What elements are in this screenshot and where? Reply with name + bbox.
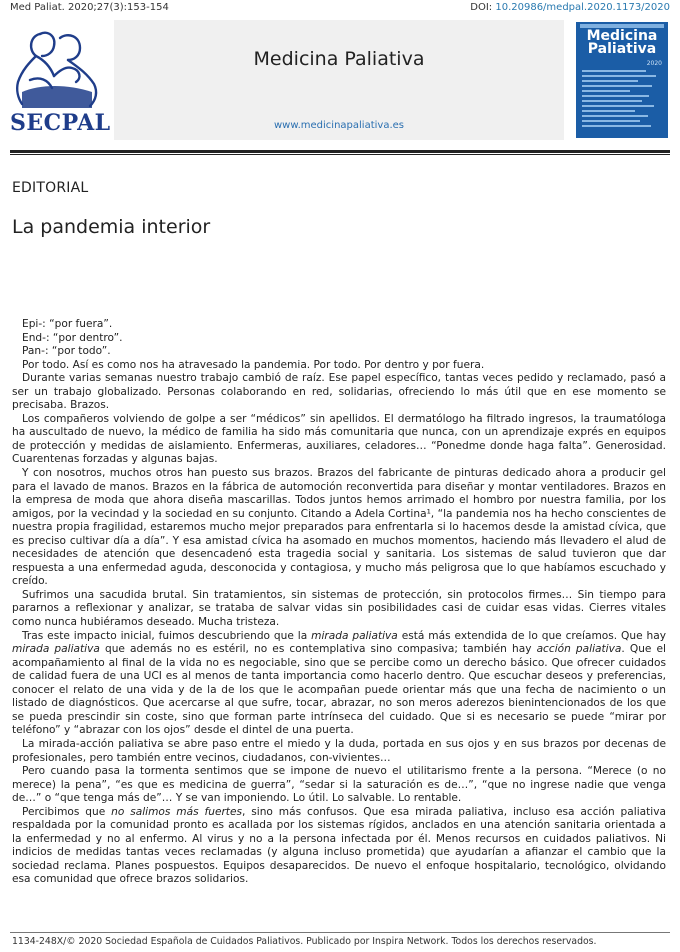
body-paragraph: Por todo. Así es como nos ha atravesado la pandemia. Por todo. Por dentro y por fuera.	[22, 358, 485, 371]
journal-header	[10, 20, 670, 140]
body-paragraph: Pan-: “por todo”.	[22, 345, 111, 358]
journal-title: Medicina Paliativa	[253, 48, 425, 70]
cover-year: 2020	[646, 60, 662, 67]
copyright-footer: 1134-248X/© 2020 Sociedad Española de Cuidados Paliativos. Publicado por Inspira Network. Todos los derechos reservados.	[12, 936, 597, 947]
italic-term: no salimos más fuertes	[111, 805, 243, 818]
header-rule-thin	[10, 154, 670, 155]
section-label: EDITORIAL	[12, 180, 89, 196]
body-paragraph: End-: “por dentro”.	[22, 331, 123, 344]
journal-citation: Med Paliat. 2020;27(3):153-154	[10, 2, 169, 13]
secpal-emblem-icon	[10, 20, 104, 112]
header-rule-thick	[10, 150, 670, 153]
footer-rule	[10, 932, 670, 933]
journal-url[interactable]: www.medicinapaliativa.es	[273, 120, 404, 131]
cover-title	[576, 30, 668, 56]
body-paragraph-mirada: Tras este impacto inicial, fuimos descubriendo que la mirada paliativa está más extendida de lo que creíamos. Que hay mirada paliativa que además no es estéril, no es contemplativa sino compasiva; también hay acción paliativa. Que el acompañamiento al final de la vida no es negociable, sino que se percibe como un derecho básico. Que ofrecer cuidados de calidad fuera de una UCI es al menos de tanta importancia como hacerlo dentro. Que escuchar deseos y preferencias, conocer el relato de una vida y de la de los que le acompañan puede orientar más que una fecha de nacimiento o un listado de diagnósticos. Que acercarse al que sufre, tocar, abrazar, no son meros aderezos bienintencionados de los que se pueda prescindir sin coste, sino que forman parte intrínseca del cuidado. Que si es necesario se puede “mirar por teléfono” y “abrazar con los ojos” desde el dintel de una puerta.	[12, 629, 667, 737]
secpal-logo-text: SECPAL	[10, 110, 111, 136]
body-paragraph: Y con nosotros, muchos otros han puesto sus brazos. Brazos del fabricante de pinturas dedicado ahora a producir gel para el lavado de manos. Brazos en la fábrica de automoción reconvertida para diseñar y montar ventiladores. Brazos en la empresa de moda que ahora diseña mascarillas. Todos juntos hemos arrimado el hombro por nuestra familia, por los amigos, por la vecindad y la sociedad en su conjunto. Citando a Adela Cortina¹, “la pandemia nos ha hecho conscientes de nuestra propia fragilidad, estaremos mucho mejor preparados para enfrentarla si lo hacemos desde la amistad cívica, que es preciso cultivar día a día”. Y esa amistad cívica ha asomado en muchos momentos, haciendo más llevadero el alud de necesidades de atención que desencadenó esta tragedia social y sanitaria. Los sistemas de salud tuvieron que dar respuesta a una enfermedad aguda, desconocida y contagiosa, y mucho más peligrosa que lo que habíamos escuchado y creído.	[12, 467, 666, 588]
body-paragraph: Pero cuando pasa la tormenta sentimos que se impone de nuevo el utilitarismo frente a la persona. “Merece (o no merece) la pena”, “es que es medicina de guerra”, “sedar si la saturación es de…”, “que no ingrese nadie que venga de…” o “que tenga más de”… Y se van imponiendo. Lo útil. Lo salvable. Lo rentable.	[12, 765, 666, 805]
body-paragraph: Sufrimos una sacudida brutal. Sin tratamientos, sin sistemas de protección, sin protocolos firmes… Sin tiempo para pararnos a reflexionar y analizar, se trataba de salvar vidas sin posibilidades casi de cuidar esas vidas. Cierres vitales como nunca hubiéramos deseado. Mucha tristeza.	[12, 588, 666, 629]
article-body	[12, 318, 666, 887]
body-paragraph-last: Percibimos que no salimos más fuertes, sino más confusos. Que esa mirada paliativa, incluso esa acción paliativa respaldada por la comunidad pronto es acallada por los sistemas rígidos, anclados en una atención sanitaria orientada a la enfermedad y no al enfermo. Al virus y no a la persona infectada por él. Menos recursos en cuidados paliativos. Ni indicios de medidas tantas veces reclamadas (y alguna incluso prometida) que ayudarían a afianzar el cambio que la sociedad reclama. Planes pospuestos. Equipos desaparecidos. De nuevo el enfoque hospitalario, tecnológico, olvidando esa comunidad que ofrece brazos solidarios.	[12, 805, 666, 886]
body-paragraph: Los compañeros volviendo de golpe a ser “médicos” sin apellidos. El dermatólogo ha filtrado ingresos, la traumatóloga ha auscultado de nuevo, la médico de familia ha sido más comunitaria que nunca, con un aprendizaje exprés en equipos de protección y medidas de aislamiento. Enfermeras, auxiliares, celadores… “Ponedme donde haga falta”. Generosidad. Cuarentenas forzadas y algunas bajas.	[12, 412, 666, 466]
italic-term: mirada paliativa	[12, 643, 100, 656]
doi-prefix: DOI:	[470, 2, 493, 13]
secpal-logo	[10, 20, 111, 140]
doi	[470, 2, 670, 13]
italic-term: acción paliativa	[536, 643, 622, 656]
cover-title-line-1: Medicina	[586, 28, 658, 44]
running-header	[10, 2, 670, 16]
cover-title-line-2: Paliativa	[587, 41, 657, 57]
body-paragraph: La mirada-acción paliativa se abre paso entre el miedo y la duda, portada en sus ojos y en sus brazos por decenas de profesionales, pero también entre vecinos, ciudadanos, con-vivientes…	[12, 737, 666, 764]
journal-cover-thumbnail	[576, 22, 668, 138]
cover-contents-lines	[582, 70, 662, 130]
doi-link[interactable]: 10.20986/medpal.2020.1173/2020	[495, 2, 670, 13]
body-paragraph: Epi-: “por fuera”.	[22, 318, 113, 330]
article-title: La pandemia interior	[12, 216, 211, 238]
body-paragraph: Durante varias semanas nuestro trabajo cambió de raíz. Ese papel específico, tantas veces pedido y reclamado, pasó a ser un trabajo globalizado. Personas colaborando en red, solidarias, ofreciendo lo más útil que en ese momento se precisaba. Brazos.	[12, 372, 666, 412]
italic-term: mirada paliativa	[311, 629, 398, 642]
journal-masthead	[114, 20, 564, 140]
